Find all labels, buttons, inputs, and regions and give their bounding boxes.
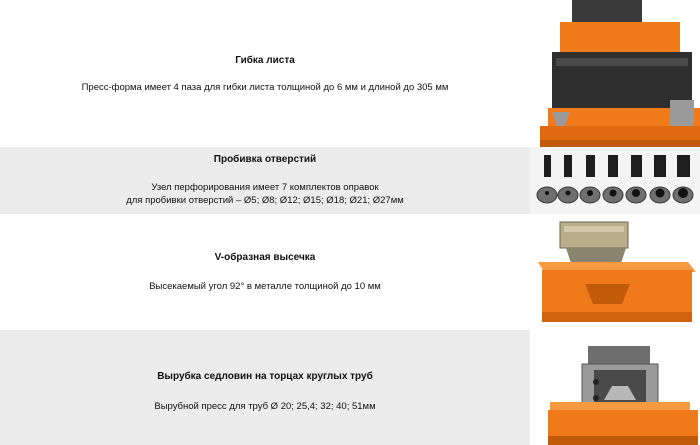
section-description: для пробивки отверстий – Ø5; Ø8; Ø12; Ø15; Ø18; Ø21; Ø27мм xyxy=(126,195,404,206)
section-v-notching xyxy=(0,214,700,330)
section-pipe-notching xyxy=(0,330,700,445)
bending-die-image xyxy=(530,0,700,147)
section-sheet-bending xyxy=(0,0,700,147)
section-title: Гибка листа xyxy=(235,55,295,66)
section-description: Вырубной пресс для труб Ø 20; 25,4; 32; 40; 51мм xyxy=(154,401,376,412)
v-notch-die-image xyxy=(530,214,700,330)
section-hole-punching xyxy=(0,147,700,214)
section-title: Вырубка седловин на торцах круглых труб xyxy=(157,371,373,382)
section-description: Высекаемый угол 92° в металле толщиной до 10 мм xyxy=(149,281,381,292)
section-description: Узел перфорирования имеет 7 комплектов оправок xyxy=(151,182,379,193)
punch-set-image xyxy=(530,147,700,214)
section-description: Пресс-форма имеет 4 паза для гибки листа толщиной до 6 мм и длиной до 305 мм xyxy=(81,82,449,93)
section-title: Пробивка отверстий xyxy=(213,154,317,165)
section-title: V-образная высечка xyxy=(214,252,316,263)
pipe-notcher-image xyxy=(530,330,700,445)
